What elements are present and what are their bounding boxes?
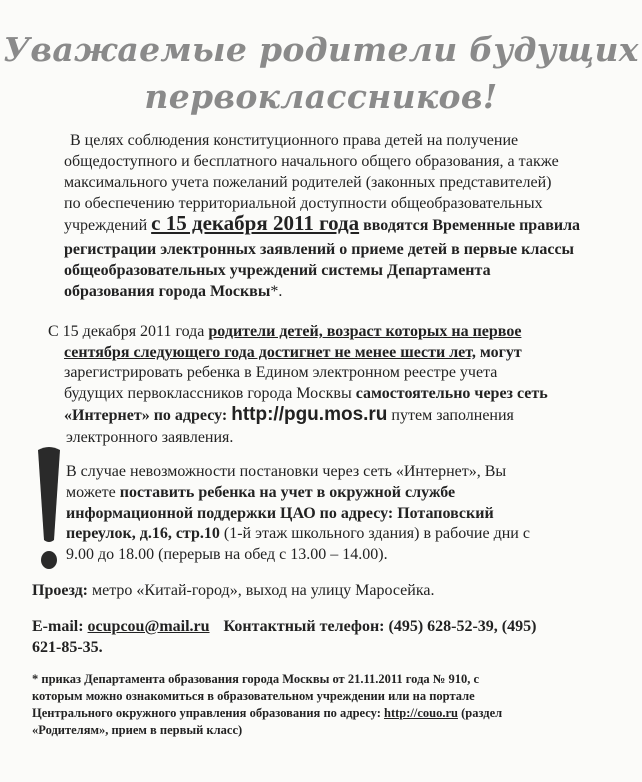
footnote-line-2: которым можно ознакомиться в образовательном учреждении или на портале [32,689,475,703]
para1-text: учреждений [64,217,152,234]
phone-label: Контактный телефон: (495) 628-52-39, (495) [223,618,537,635]
email-label: E-mail: [32,618,88,635]
para1-line-8 [64,281,282,302]
para1-line-5 [64,213,580,236]
title-line-1: Уважаемые родители будущих [3,30,639,69]
para2-text: С 15 декабря 2011 года [48,323,209,340]
travel-line [32,580,434,601]
para3-text: можете [66,484,120,501]
title-line-2: первоклассников! [144,77,498,116]
travel-label: Проезд: [32,582,89,599]
footnote-text: (раздел [457,706,503,720]
para1-text-bold: вводятся Временные правила [359,217,581,234]
footnote-line-3 [32,705,502,722]
para3-text-bold: переулок, д.16, стр.10 [66,525,220,542]
para1-line-7: общеобразовательных учреждений системы Департамента [64,262,491,279]
para3-text-bold: поставить ребенка на учет в окружной службе [119,484,456,501]
para1-line-1: В целях соблюдения конституционного права детей на получение [70,132,519,149]
para1-line-3: максимального учета пожеланий родителей (законных представителей) [64,174,552,191]
para2-line-6: электронного заявления. [66,429,234,446]
para3-text: (1-й этаж школьного здания) в рабочие дни с [219,525,530,542]
para2-highlight: родители детей, возраст которых на первое [208,323,522,340]
page-title [0,26,642,120]
para2-text: будущих первоклассников города Москвы [64,385,356,402]
para2-text-bold: могут [475,344,522,361]
portal-link[interactable]: http://pgu.mos.ru [231,404,388,425]
para1-line-2: общедоступного и бесплатного начального общего образования, а также [64,153,559,170]
para3-line-5: 9.00 до 18.00 (перерыв на обед с 13.00 – 14.00). [66,546,388,563]
para2-text-bold: самостоятельно через сеть [355,385,548,402]
para1-text-bold: образования города Москвы [64,283,271,300]
para2-text: путем заполнения [387,407,514,424]
para3-line-3: информационной поддержки ЦАО по адресу: Потаповский [66,505,494,522]
para2-line-5 [64,404,514,426]
para1-line-6: регистрации электронных заявлений о приеме детей в первые классы [64,241,575,258]
para2-line-1 [48,321,521,342]
para2-line-3: зарегистрировать ребенка в Едином электронном реестре учета [64,364,498,381]
para3-line-1: В случае невозможности постановки через сеть «Интернет», Вы [66,463,507,480]
contacts-line-2: 621-85-35. [32,639,103,656]
footnote-line-4: «Родителям», прием в первый класс) [32,723,243,737]
para3-line-4 [66,523,530,544]
footnote-line-1: * приказ Департамента образования города Москвы от 21.11.2011 года № 910, с [32,672,479,686]
para3-line-2 [66,482,455,503]
couo-link[interactable]: http://couo.ru [384,706,458,720]
para1-line-4: по обеспечению территориальной доступности общеобразовательных [64,195,543,212]
exclamation-icon [32,444,66,576]
para2-line-4 [64,383,548,404]
para2-highlight: сентября следующего года достигнет не менее шести лет, [64,344,476,361]
email-link[interactable]: ocupcou@mail.ru [87,618,210,635]
effective-date: с 15 декабря 2011 года [151,211,360,235]
footnote-text: Центрального окружного управления образования по адресу: [32,706,385,720]
para2-text-bold: «Интернет» по адресу: [64,407,232,424]
para2-line-2 [64,342,522,363]
para1-asterisk: *. [270,283,283,300]
travel-text: метро «Китай-город», выход на улицу Маросейка. [88,582,435,599]
contacts-line-1 [32,616,536,637]
